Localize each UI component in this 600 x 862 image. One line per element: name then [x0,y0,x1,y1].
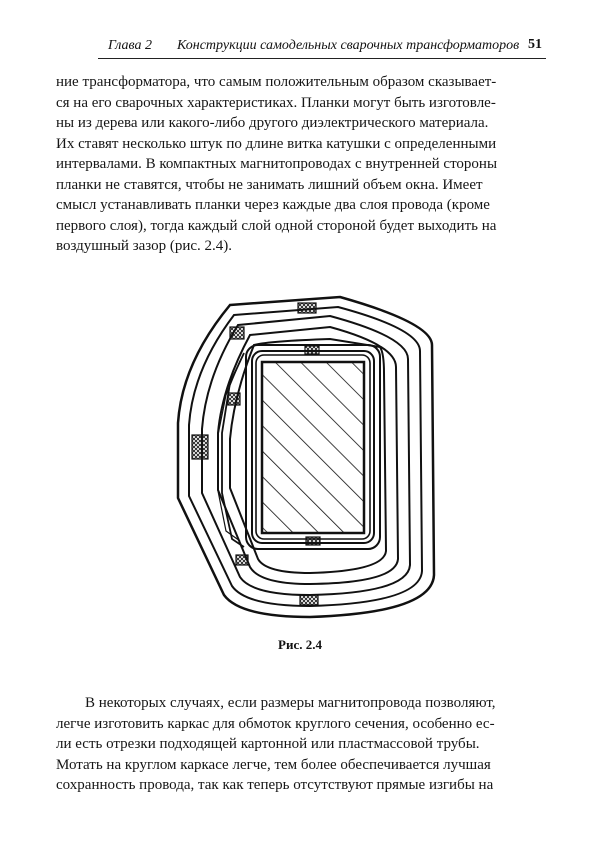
text-line: легче изготовить каркас для обмоток круглого сечения, особенно ес- [56,715,495,732]
running-header [98,36,546,59]
text-line: воздушный зазор (рис. 2.4). [56,238,233,254]
header-title: Конструкции самодельных сварочных трансформаторов [177,38,520,53]
text-line: сохранность провода, так как теперь отсутствуют прямые изгибы на [56,777,494,793]
figure-coil-cross-section [170,283,450,633]
spacer [306,537,320,545]
text-line: Их ставят несколько штук по длине витка катушки с определенными [56,135,497,152]
text-line: ли есть отрезки подходящей картонной или пластмассовой трубы. [56,736,480,752]
page-number: 51 [528,37,542,52]
spacer [228,393,240,405]
spacer [298,303,316,313]
paragraph-2 [56,693,546,796]
text-line: ны из дерева или какого-либо другого диэлектрического материала. [56,115,489,131]
text-line: ние трансформатора, что самым положительным образом сказывает- [56,74,497,90]
text-line: планки не ставятся, чтобы не занимать лишний объем окна. Имеет [56,176,483,193]
paragraph-1 [56,72,546,257]
spacer [300,595,318,605]
header-chapter: Глава 2 [108,38,152,53]
figure-caption: Рис. 2.4 [278,637,322,652]
text-line: смысл устанавливать планки через каждые два слоя провода (кроме [56,197,490,213]
text-line: первого слоя), тогда каждый слой одной стороной будет выходить на [56,217,497,234]
spacer [236,555,248,565]
text-line: Мотать на круглом каркасе легче, тем более обеспечивается лучшая [56,756,491,773]
spacer [192,435,208,459]
spacer [230,327,244,339]
text-line: интервалами. В компактных магнитопроводах с внутренней стороны [56,156,498,172]
text-line: В некоторых случаях, если размеры магнитопровода позволяют, [85,695,496,711]
text-line: ся на его сварочных характеристиках. Планки могут быть изготовле- [56,94,496,111]
magnetic-core [262,362,364,533]
spacer [305,346,319,354]
